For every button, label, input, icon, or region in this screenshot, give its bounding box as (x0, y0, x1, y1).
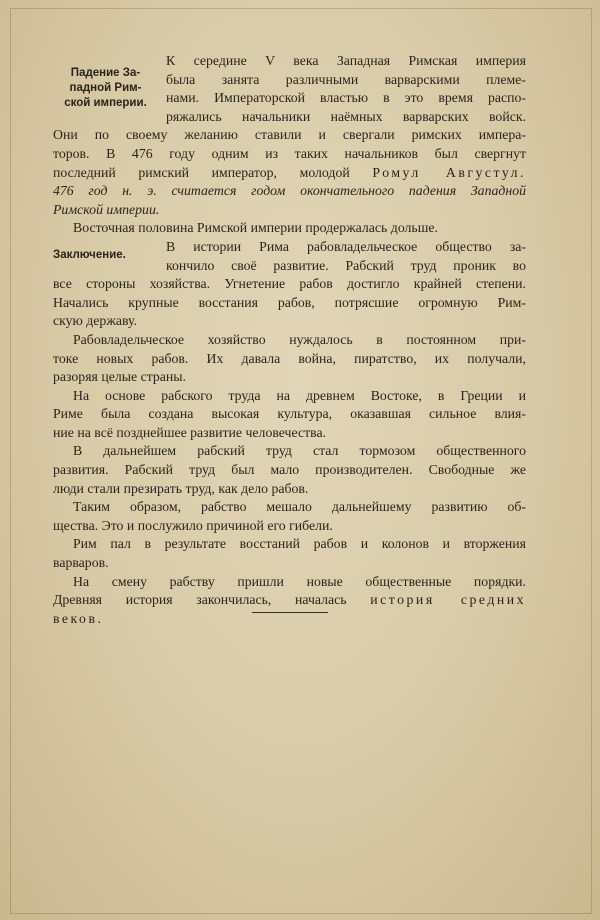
sidenote-line: ской империи. (64, 97, 147, 109)
text-line: В истории Рима рабовладельческое общество за- (166, 238, 526, 254)
text-line: варваров. (53, 555, 109, 571)
text-line: На основе рабского труда на древнем Востоке, в Греции и (73, 387, 526, 403)
text-line: На смену рабству пришли новые общественные порядки. (73, 573, 526, 589)
sidenote-line: Падение За- (70, 67, 141, 79)
sidenote-conclusion: Заключение. (53, 248, 126, 261)
italic-line: Римской империи. (53, 201, 160, 217)
page-text (53, 52, 526, 628)
sidenote-line: падной Рим- (69, 82, 142, 94)
text-line: скую державу. (53, 313, 137, 329)
spaced-text: веков. (53, 610, 104, 626)
paragraph-2: Восточная половина Римской империи продержалась дольше. (73, 220, 438, 236)
text-line: ряжались начальники наёмных варварских войск. (166, 108, 526, 124)
text-line: развития. Рабский труд был мало производителен. Свободные же (53, 462, 526, 478)
text-line (53, 591, 526, 610)
text-line (53, 164, 526, 183)
text-line: Рабовладельческое хозяйство нуждалось в постоянном при- (73, 331, 526, 347)
text-line: щества. Это и послужило причиной его гибели. (53, 517, 333, 533)
text-line: Риме была создана высокая культура, оказавшая сильное влия- (53, 406, 526, 422)
text-line: Начались крупные восстания рабов, потрясшие огромную Рим- (53, 294, 526, 310)
text-line: К середине V века Западная Римская империя (166, 53, 526, 68)
sidenote-fall-of-empire (53, 52, 158, 126)
text-line: ние на всё позднейшее развитие человечества. (53, 424, 327, 440)
text-run: Древняя история закончилась, началась (53, 592, 371, 608)
spaced-text: история средних (370, 592, 526, 608)
emperor-name: Ромул Августул. (372, 164, 526, 180)
text-line: торов. В 476 году одним из таких начальников был свергнут (53, 145, 526, 161)
text-line: была занята различными варварскими племе- (166, 71, 526, 87)
section-fall (53, 52, 526, 126)
text-line: Таким образом, рабство мешало дальнейшему развитию об- (73, 499, 526, 515)
text-line: все стороны хозяйства. Угнетение рабов достигло крайней степени. (53, 276, 526, 292)
paragraph-1-top (158, 52, 526, 126)
italic-line: 476 год н. э. считается годом окончательного падения Западной (53, 183, 526, 199)
text-line: токе новых рабов. Их давала война, пиратство, их получали, (53, 350, 526, 366)
text-line: нами. Императорской властью в это время распо- (166, 90, 526, 106)
text-line: В дальнейшем рабский труд стал тормозом общественного (73, 443, 526, 459)
section-divider (252, 612, 328, 613)
text-line: кончило своё развитие. Рабский труд проник во (166, 257, 526, 273)
text-line: Рим пал в результате восстаний рабов и колонов и вторжения (73, 536, 526, 552)
text-line: разоряя целые страны. (53, 369, 187, 385)
text-run: последний римский император, молодой (53, 164, 373, 180)
section-conclusion (53, 238, 526, 275)
text-line: люди стали презирать труд, как дело рабов. (53, 480, 309, 496)
text-line: Они по своему желанию ставили и свергали римских импера- (53, 127, 526, 143)
paragraph-3-top (158, 238, 526, 275)
